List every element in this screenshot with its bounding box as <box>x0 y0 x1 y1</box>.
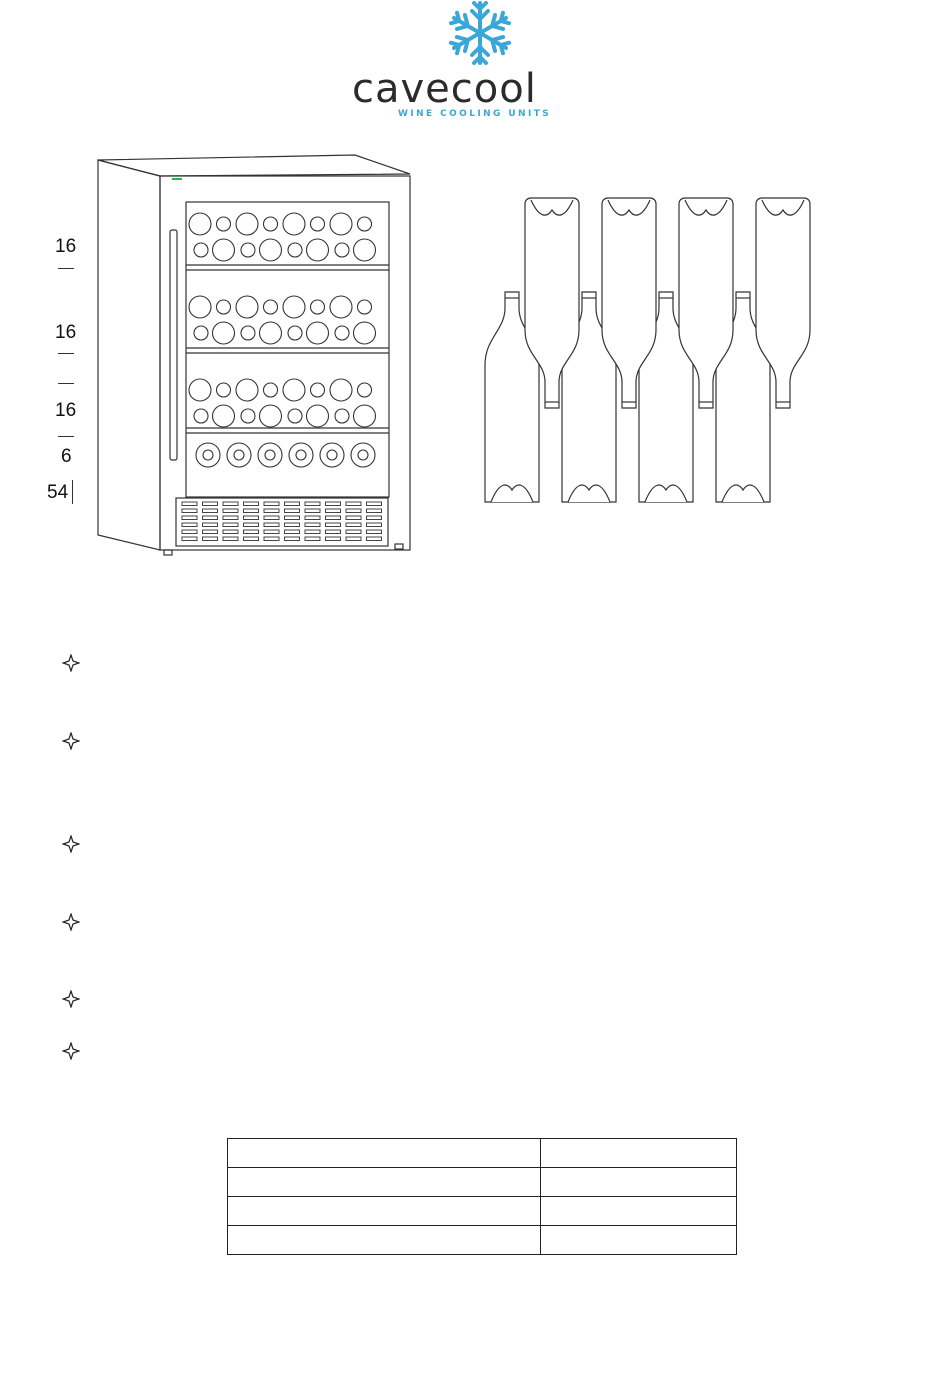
grille-slot <box>223 530 238 534</box>
bottle-end <box>354 322 376 344</box>
grille-slot <box>223 523 238 527</box>
table-row <box>228 1226 737 1255</box>
bottle-end <box>288 243 302 257</box>
bottle-end <box>311 300 325 314</box>
brand-logo <box>340 0 620 130</box>
bottle-end <box>283 213 305 235</box>
bottle-end <box>217 217 231 231</box>
bullet-star-icon <box>62 732 80 750</box>
bottle-end <box>264 383 278 397</box>
bottle-end <box>260 322 282 344</box>
grille-slot <box>326 537 341 541</box>
grille-slot <box>305 523 320 527</box>
bottle-end <box>241 243 255 257</box>
table-row <box>228 1139 737 1168</box>
table-row <box>228 1197 737 1226</box>
shelf-divider-tick <box>58 436 74 437</box>
bottle-end <box>330 379 352 401</box>
grille-slot <box>203 516 218 520</box>
bottle-end <box>213 239 235 261</box>
bottle-end <box>358 217 372 231</box>
grille-slot <box>305 502 320 506</box>
grille-slot <box>346 530 361 534</box>
bottle-end <box>358 383 372 397</box>
bottle-end <box>260 405 282 427</box>
bullet-star-icon <box>62 835 80 853</box>
grille-slot <box>305 516 320 520</box>
bottle-end <box>234 450 244 460</box>
bottle-end <box>311 217 325 231</box>
grille-slot <box>346 509 361 513</box>
grille-slot <box>285 530 300 534</box>
grille-slot <box>346 516 361 520</box>
grille-slot <box>367 509 382 513</box>
bottle-end <box>213 322 235 344</box>
brand-tagline: WINE COOLING UNITS <box>398 109 552 119</box>
bottle-end <box>189 213 211 235</box>
grille-slot <box>223 502 238 506</box>
bottle-end <box>265 450 275 460</box>
bottle-end <box>354 239 376 261</box>
bottle-end <box>335 243 349 257</box>
shelf-capacity-3: 16 <box>55 400 77 421</box>
bottle-end <box>335 326 349 340</box>
bottle-end <box>194 326 208 340</box>
bottle-end <box>311 383 325 397</box>
bottle-end <box>217 383 231 397</box>
bottle-end <box>320 443 344 467</box>
grille-slot <box>326 516 341 520</box>
bottle-end <box>194 243 208 257</box>
grille-slot <box>264 502 279 506</box>
bottle-end <box>330 213 352 235</box>
grille-slot <box>305 530 320 534</box>
bullet-star-icon <box>62 654 80 672</box>
grille-slot <box>305 509 320 513</box>
grille-slot <box>264 509 279 513</box>
shelf-divider-tick <box>58 353 74 354</box>
bottle-end <box>217 300 231 314</box>
table-cell <box>228 1197 541 1226</box>
grille-slot <box>346 523 361 527</box>
bottle-end <box>283 379 305 401</box>
shelf-capacity-1: 16 <box>55 236 77 257</box>
table-cell <box>541 1226 737 1255</box>
bottle-end <box>194 409 208 423</box>
bottle-end <box>241 326 255 340</box>
bottle-end <box>307 322 329 344</box>
grille-slot <box>326 509 341 513</box>
bottle-end <box>307 405 329 427</box>
grille-slot <box>182 516 197 520</box>
bottle-end <box>296 450 306 460</box>
table-cell <box>228 1139 541 1168</box>
grille-slot <box>264 523 279 527</box>
bottle-end <box>189 379 211 401</box>
grille-slot <box>203 509 218 513</box>
table-row <box>228 1168 737 1197</box>
bottle-end <box>354 405 376 427</box>
bottle-end <box>288 409 302 423</box>
bottle-end <box>283 296 305 318</box>
grille-slot <box>203 502 218 506</box>
shelf-divider-tick <box>58 383 74 384</box>
spec-table <box>227 1138 737 1255</box>
grille-slot <box>244 502 259 506</box>
table-cell <box>541 1197 737 1226</box>
grille-slot <box>285 537 300 541</box>
bottle-end <box>289 443 313 467</box>
bottle-end <box>196 443 220 467</box>
grille-slot <box>305 537 320 541</box>
grille-slot <box>367 516 382 520</box>
shelf-capacity-4: 6 <box>61 446 72 467</box>
grille-slot <box>203 537 218 541</box>
grille-slot <box>223 516 238 520</box>
grille-slot <box>367 502 382 506</box>
grille-slot <box>244 509 259 513</box>
bottle-stacking-illustration <box>480 190 820 510</box>
grille-slot <box>367 537 382 541</box>
total-bracket <box>72 480 73 504</box>
bottle-end <box>258 443 282 467</box>
grille-slot <box>223 509 238 513</box>
bottle-end <box>335 409 349 423</box>
grille-slot <box>264 530 279 534</box>
grille-slot <box>182 523 197 527</box>
grille-slot <box>326 523 341 527</box>
grille-slot <box>203 530 218 534</box>
snowflake-icon <box>445 0 515 66</box>
table-cell <box>228 1168 541 1197</box>
bullet-star-icon <box>62 990 80 1008</box>
brand-name: cavecool <box>352 66 537 112</box>
bottle-end <box>236 213 258 235</box>
bottle-end <box>264 300 278 314</box>
grille-slot <box>285 502 300 506</box>
table-cell <box>541 1139 737 1168</box>
bottle-end <box>288 326 302 340</box>
wine-fridge-illustration <box>90 150 420 560</box>
grille-slot <box>285 523 300 527</box>
bottle-end <box>236 296 258 318</box>
bottle-end <box>189 296 211 318</box>
bottle-end <box>351 443 375 467</box>
grille-slot <box>346 502 361 506</box>
total-capacity: 54 <box>47 482 69 503</box>
table-cell <box>541 1168 737 1197</box>
grille-slot <box>264 537 279 541</box>
grille-slot <box>182 502 197 506</box>
bottle-end <box>241 409 255 423</box>
grille-slot <box>326 530 341 534</box>
bottle-end <box>358 300 372 314</box>
grille-slot <box>367 523 382 527</box>
bottle-end <box>307 239 329 261</box>
grille-slot <box>182 530 197 534</box>
grille-slot <box>285 509 300 513</box>
grille-slot <box>346 537 361 541</box>
bottle-end <box>260 239 282 261</box>
shelf-capacity-2: 16 <box>55 322 77 343</box>
bottle-end <box>330 296 352 318</box>
grille-slot <box>326 502 341 506</box>
bullet-star-icon <box>62 1042 80 1060</box>
grille-slot <box>244 537 259 541</box>
grille-slot <box>244 523 259 527</box>
bottle-end <box>264 217 278 231</box>
bottle-end <box>358 450 368 460</box>
grille-slot <box>223 537 238 541</box>
grille-slot <box>182 509 197 513</box>
bottle-end <box>213 405 235 427</box>
bottle-end <box>203 450 213 460</box>
bullet-star-icon <box>62 913 80 931</box>
grille-slot <box>264 516 279 520</box>
shelf-divider-tick <box>58 268 74 269</box>
grille-slot <box>203 523 218 527</box>
table-cell <box>228 1226 541 1255</box>
grille-slot <box>182 537 197 541</box>
grille-slot <box>285 516 300 520</box>
bottle-end <box>236 379 258 401</box>
grille-slot <box>244 516 259 520</box>
grille-slot <box>244 530 259 534</box>
bottle-end <box>327 450 337 460</box>
grille-slot <box>367 530 382 534</box>
bottle-end <box>227 443 251 467</box>
